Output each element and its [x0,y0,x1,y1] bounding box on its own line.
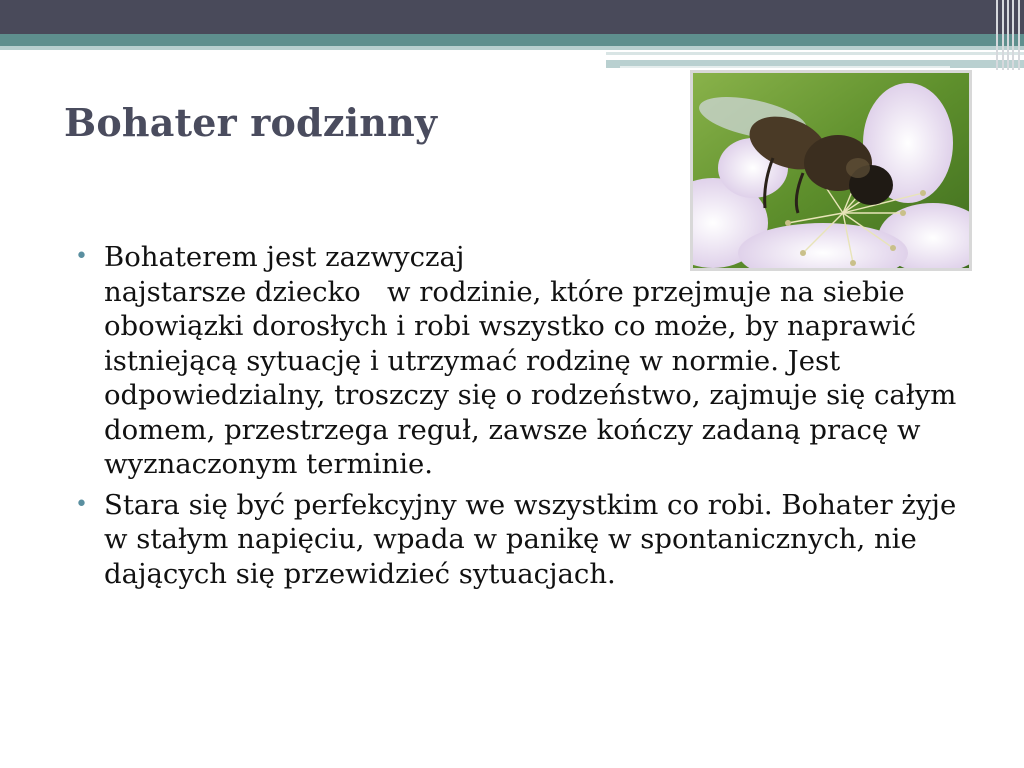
bullet-list [75,240,975,591]
header-accent-line [606,52,1024,55]
bullet-text-line: Bohaterem jest zazwyczaj [104,241,465,273]
bullet-text-line: najstarsze dziecko w rodzinie, które przejmuje na [104,275,815,308]
header-accent-line [620,66,950,68]
list-item [75,240,975,482]
header-dark-band [0,0,1024,34]
bullet-text: Stara się być perfekcyjny we wszystkim co robi. Bohater żyje w stałym napięciu, wpada w panikę w spontanicznych, nie dających się przewidzieć sytuacjach. [104,488,957,590]
bullet-text: siebie obowiązki dorosłych i robi wszystko co może, by naprawić istniejącą sytuację i utrzymać rodzinę w normie. Jest odpowiedzialny, troszczy się o rodzeństwo, zajmuje się całym domem, przestrzega reguł, zawsze kończy zadaną pracę w wyznaczonym terminie. [104,275,957,480]
list-item [75,488,975,592]
header-teal-band [0,34,1024,46]
header-vertical-stripes [994,0,1024,70]
header-white-gap [0,50,610,58]
bullet-icon: • [75,491,88,517]
slide-title: Bohater rodzinny [64,100,438,145]
bullet-icon: • [75,244,88,269]
